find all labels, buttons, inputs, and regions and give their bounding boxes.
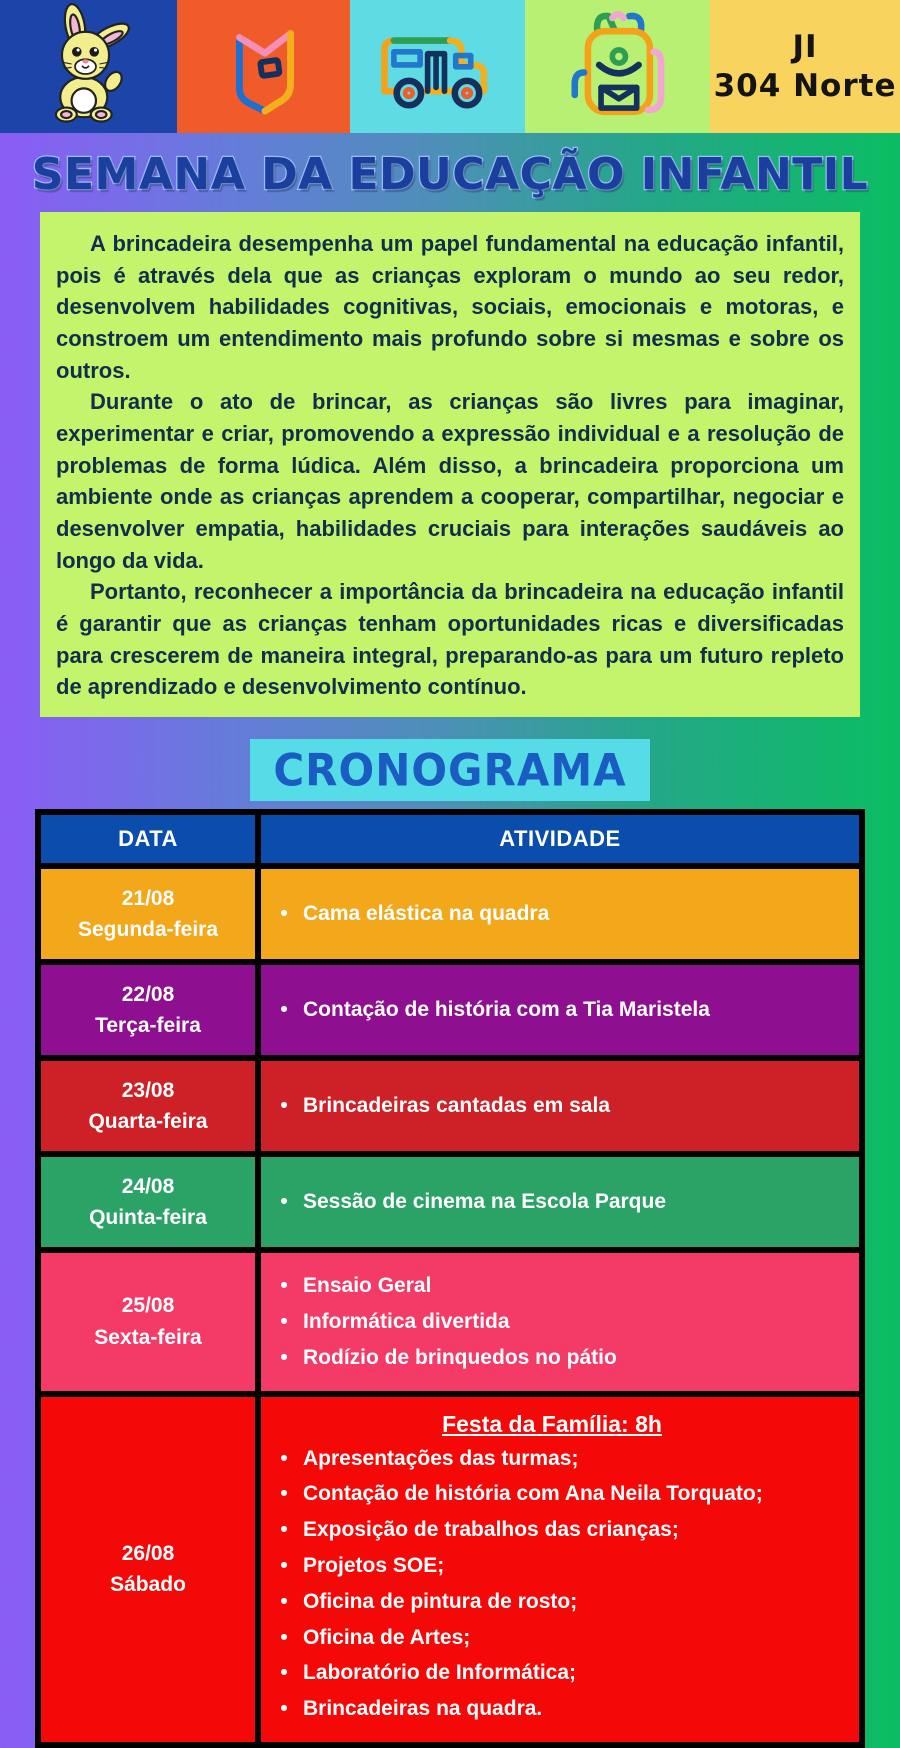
- activity-item: • Rodízio de brinquedos no pátio: [277, 1343, 847, 1373]
- activity-item: • Oficina de pintura de rosto;: [277, 1587, 847, 1617]
- school-label-line2: 304 Norte: [713, 67, 897, 104]
- date-value: 21/08: [121, 886, 175, 910]
- activity-item: • Oficina de Artes;: [277, 1623, 847, 1653]
- date-value: 25/08: [121, 1294, 175, 1318]
- date-value: 22/08: [121, 982, 175, 1006]
- activity-list: [277, 1444, 847, 1725]
- banner-tile-bunny: [0, 0, 177, 133]
- weekday-value: Quarta-feira: [88, 1110, 208, 1134]
- weekday-value: Terça-feira: [95, 1014, 201, 1038]
- schedule-table: [35, 809, 865, 1748]
- table-row: [41, 965, 859, 1055]
- date-cell: [41, 965, 255, 1055]
- date-value: 23/08: [121, 1078, 175, 1102]
- cronograma-heading-wrap: [0, 739, 900, 801]
- activity-item: • Brincadeiras cantadas em sala: [277, 1091, 847, 1121]
- activity-item: • Projetos SOE;: [277, 1551, 847, 1581]
- bus-icon: [362, 12, 512, 121]
- activity-cell: [261, 869, 859, 959]
- table-row: [41, 869, 859, 959]
- schedule-table-body: [41, 869, 859, 1742]
- weekday-value: Segunda-feira: [77, 918, 219, 942]
- banner-tile-bus: [350, 0, 525, 133]
- date-cell: [41, 1397, 255, 1743]
- activity-cell: [261, 1061, 859, 1151]
- table-row: [41, 1061, 859, 1151]
- activity-list: [277, 899, 847, 929]
- activity-item: • Ensaio Geral: [277, 1271, 847, 1301]
- date-value: 26/08: [121, 1541, 175, 1565]
- intro-box: [40, 212, 860, 717]
- school-label-line1: JI: [792, 28, 818, 65]
- intro-paragraph: Durante o ato de brincar, as crianças são livres para imaginar, experimentar e criar, promovendo a expressão individual e a resolução de problemas de forma lúdica. Além disso, a brincadeira proporciona um ambiente onde as crianças aprendem a cooperar, compartilhar, negociar e desenvolver empatia, habilidades cruciais para interações saudáveis ao longo da vida.: [56, 389, 844, 573]
- banner-tile-book: [177, 0, 350, 133]
- intro-paragraph: A brincadeira desempenha um papel fundamental na educação infantil, pois é através dela que as crianças exploram o mundo ao seu redor, desenvolvem habilidades cognitivas, sociais, emocionais e motoras, e constroem um entendimento mais profundo sobre si mesmas e sobre os outros.: [56, 231, 844, 383]
- book-icon: [210, 10, 318, 123]
- activity-list: [277, 1187, 847, 1217]
- activity-item: • Laboratório de Informática;: [277, 1658, 847, 1688]
- table-row: [41, 1397, 859, 1743]
- date-cell: [41, 1157, 255, 1247]
- banner-tile-backpack: [525, 0, 710, 133]
- top-banner: [0, 0, 900, 133]
- weekday-value: Sábado: [110, 1573, 186, 1597]
- activity-list: [277, 995, 847, 1025]
- activity-cell: [261, 965, 859, 1055]
- bunny-icon: [29, 3, 149, 130]
- activity-item: • Cama elástica na quadra: [277, 899, 847, 929]
- column-header-data: DATA: [41, 815, 255, 863]
- table-row: [41, 1253, 859, 1390]
- table-row: [41, 1157, 859, 1247]
- intro-paragraph: Portanto, reconhecer a importância da brincadeira na educação infantil é garantir que as crianças tenham oportunidades ricas e diversificadas para crescerem de maneira integral, preparando-as para um futuro repleto de aprendizado e desenvolvimento contínuo.: [56, 579, 844, 700]
- activity-cell: [261, 1157, 859, 1247]
- event-title: Festa da Família: 8h: [442, 1410, 662, 1437]
- activity-item: • Contação de história com a Tia Maristela: [277, 995, 847, 1025]
- date-value: 24/08: [121, 1174, 175, 1198]
- cronograma-heading: CRONOGRAMA: [273, 744, 627, 796]
- column-header-atividade: ATIVIDADE: [261, 815, 859, 863]
- activity-list: [277, 1271, 847, 1372]
- date-cell: [41, 869, 255, 959]
- activity-item: • Brincadeiras na quadra.: [277, 1694, 847, 1724]
- page-title: SEMANA DA EDUCAÇÃO INFANTIL: [31, 149, 869, 200]
- cronograma-heading-box: [250, 739, 650, 801]
- weekday-value: Quinta-feira: [89, 1206, 207, 1230]
- banner-tile-school-label: [710, 0, 900, 133]
- activity-cell: [261, 1253, 859, 1390]
- backpack-icon: [556, 3, 678, 130]
- activity-list: [277, 1091, 847, 1121]
- weekday-value: Sexta-feira: [94, 1325, 202, 1349]
- activity-item: • Contação de história com Ana Neila Torquato;: [277, 1479, 847, 1509]
- table-header-row: [41, 815, 859, 863]
- activity-item: • Sessão de cinema na Escola Parque: [277, 1187, 847, 1217]
- date-cell: [41, 1061, 255, 1151]
- activity-item: • Exposição de trabalhos das crianças;: [277, 1515, 847, 1545]
- activity-cell: [261, 1397, 859, 1743]
- date-cell: [41, 1253, 255, 1390]
- activity-item: • Informática divertida: [277, 1307, 847, 1337]
- activity-item: • Apresentações das turmas;: [277, 1444, 847, 1474]
